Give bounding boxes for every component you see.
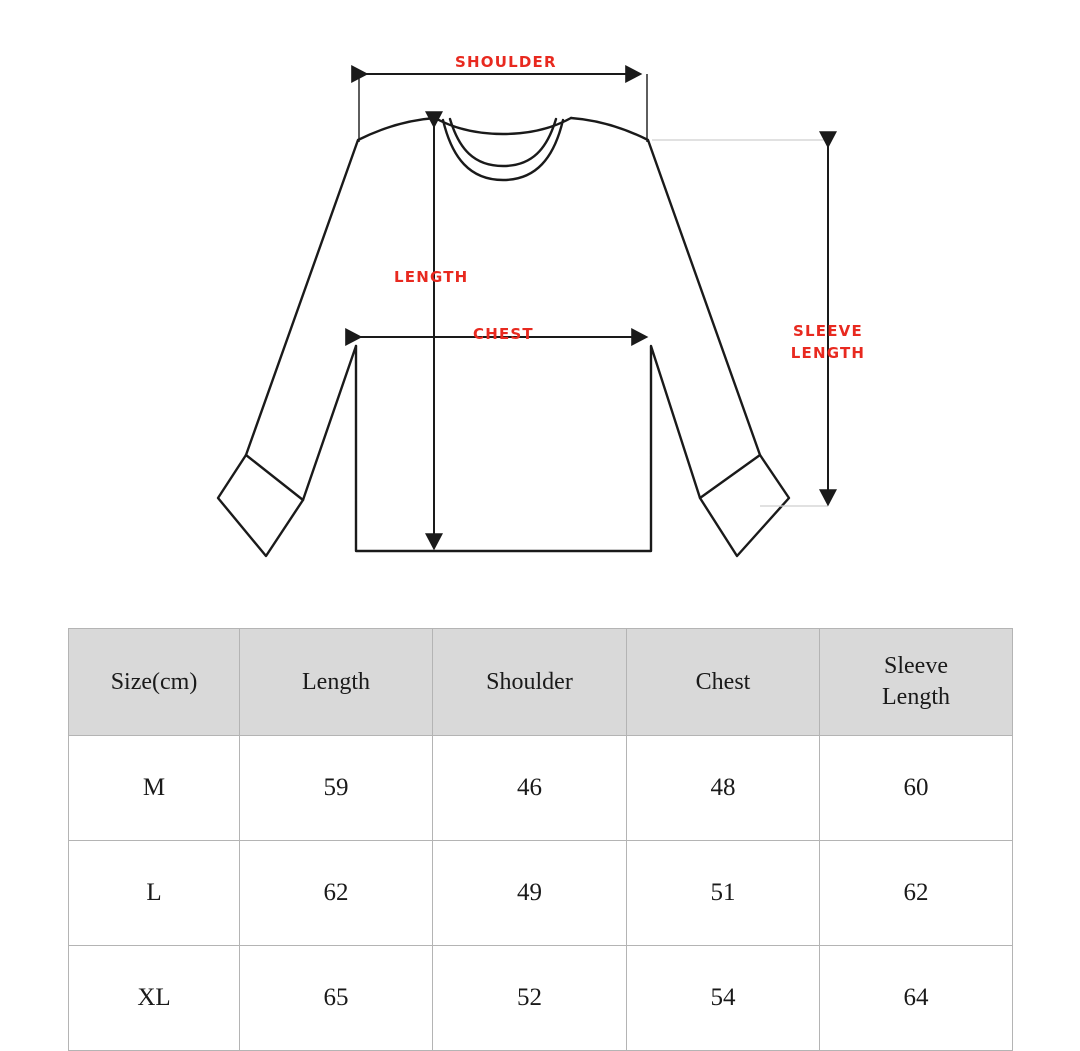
column-header-chest-line1: Chest	[695, 668, 751, 695]
sleeve-length-label-line1: SLEEVE	[793, 322, 863, 340]
cell-chest: 48	[627, 736, 820, 841]
column-header-size-line1: Size(cm)	[110, 668, 198, 695]
cell-sleeve-length: 62	[820, 841, 1013, 946]
column-header-size	[69, 629, 240, 736]
cell-shoulder: 46	[433, 736, 627, 841]
column-header-length	[240, 629, 433, 736]
column-header-sleeve-length-line1: Sleeve	[884, 653, 948, 680]
cell-chest: 51	[627, 841, 820, 946]
column-header-chest	[627, 629, 820, 736]
cell-shoulder: 52	[433, 946, 627, 1051]
table-row	[69, 946, 1013, 1051]
shoulder-label: SHOULDER	[455, 53, 557, 71]
column-header-shoulder-line1: Shoulder	[486, 668, 573, 695]
sleeve-length-label-line2: LENGTH	[790, 343, 866, 362]
cell-size: XL	[69, 946, 240, 1051]
cell-sleeve-length: 60	[820, 736, 1013, 841]
column-header-sleeve-length	[820, 629, 1013, 736]
size-chart-table	[68, 628, 1013, 1051]
cell-length: 59	[240, 736, 433, 841]
cell-shoulder: 49	[433, 841, 627, 946]
cell-sleeve-length: 64	[820, 946, 1013, 1051]
column-header-sleeve-length-line2: Length	[882, 684, 950, 710]
cell-length: 62	[240, 841, 433, 946]
length-label: LENGTH	[394, 268, 469, 286]
column-header-shoulder	[433, 629, 627, 736]
cell-length: 65	[240, 946, 433, 1051]
cell-chest: 54	[627, 946, 820, 1051]
column-header-length-line1: Length	[302, 668, 370, 695]
sleeve-length-label	[782, 321, 874, 365]
chest-label: CHEST	[473, 325, 534, 343]
size-table-container	[68, 628, 1012, 1051]
cell-size: L	[69, 841, 240, 946]
table-row	[69, 841, 1013, 946]
table-row	[69, 736, 1013, 841]
shoulder-dimension	[359, 74, 647, 142]
table-header-row	[69, 629, 1013, 736]
cell-size: M	[69, 736, 240, 841]
